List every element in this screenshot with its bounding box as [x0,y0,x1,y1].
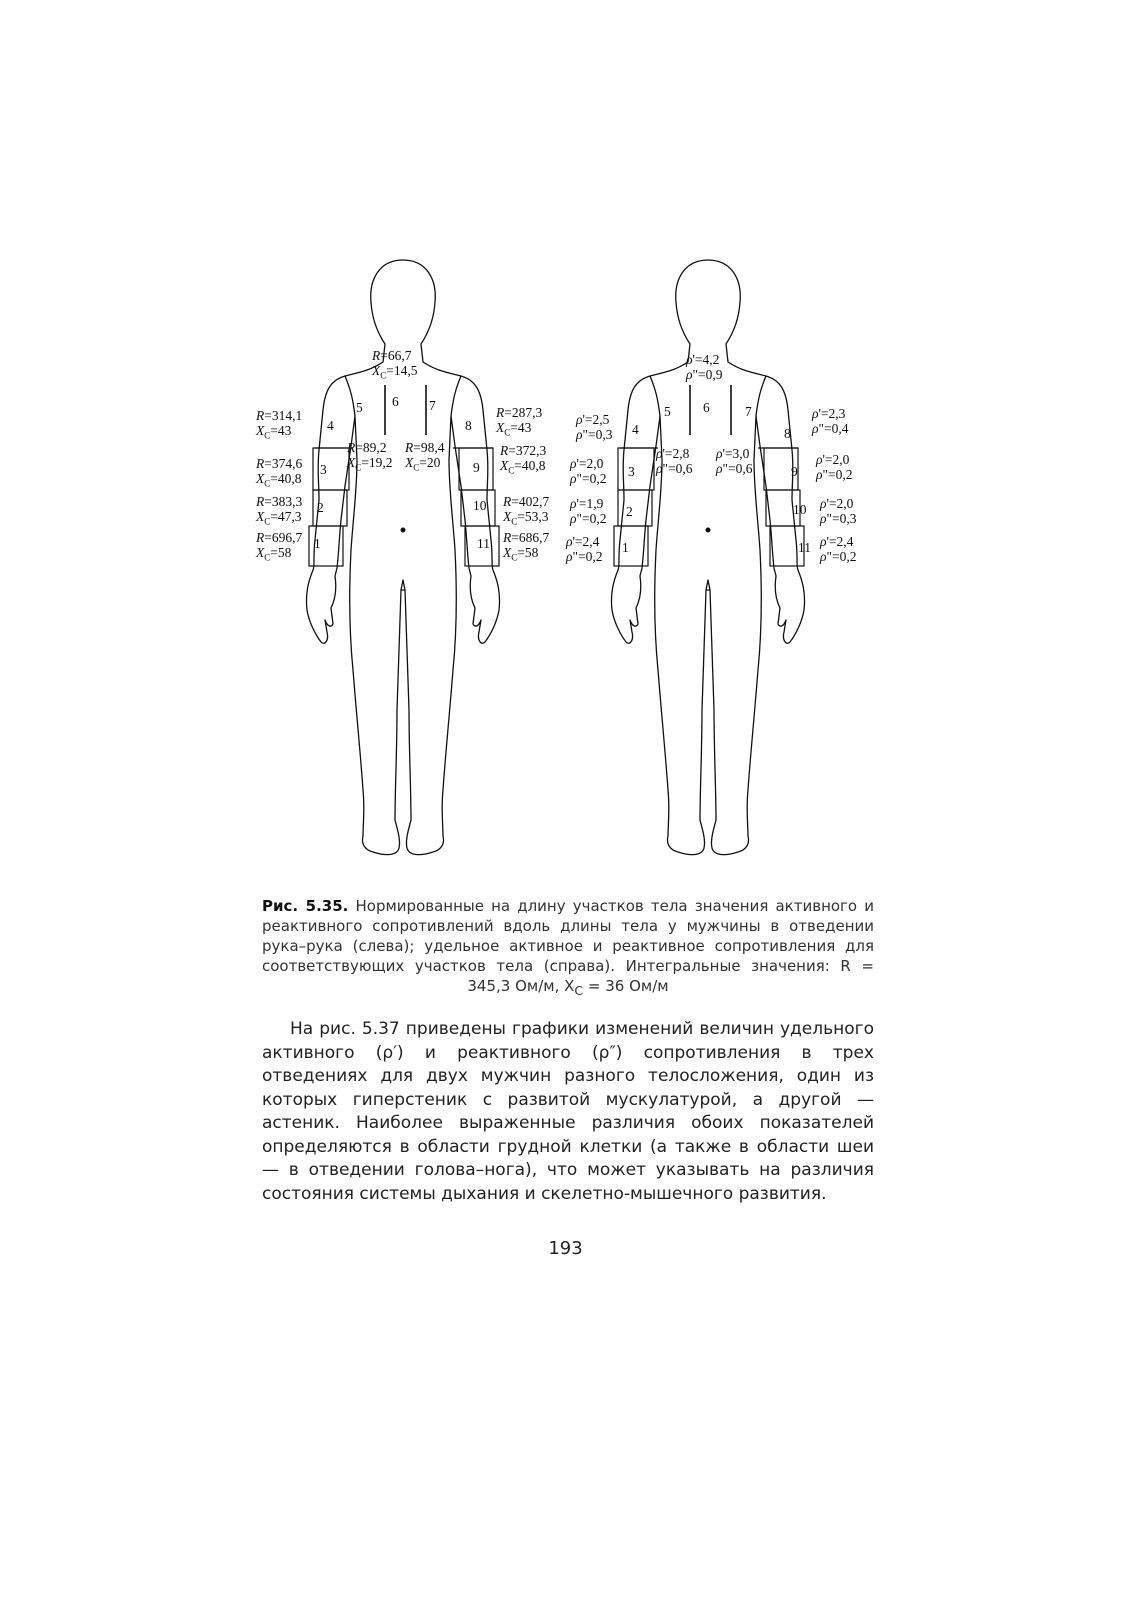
label-line: ρ'=2,0 [816,452,850,467]
caption-label: Рис. 5.35. [262,897,349,915]
seg-number-9: 9 [791,464,798,479]
seg-number-10: 10 [793,502,807,517]
body-paragraph: На рис. 5.37 приведены графики изменений величин удельного активного (ρ′) и реактивного (ρ″) сопротивления в трех отведениях для двух мужчин разного телосложения, один из которых гиперстеник с развитой мускулатурой, а другой — астеник. Наиболее выраженные различия обоих показателей определяются в области грудной клетки (а также в области шеи — в отведении голова–нога), что может указывать на различия состояния системы дыхания и скелетно-мышечного развития. [262,1019,874,1204]
label-line: ρ"=0,9 [686,367,723,382]
label-line: $X_C=40,8$ [500,458,546,476]
seg-number-6: 6 [392,394,399,409]
seg-number-10: 10 [473,498,487,513]
label-line: ρ"=0,2 [570,511,607,526]
seg-number-8: 8 [465,418,472,433]
seg-number-11: 11 [798,540,811,555]
label-line: R=402,7 [503,494,550,509]
label-seg9-left [500,443,546,479]
seg-number-3: 3 [628,464,635,479]
label-chest-right-right [716,446,752,476]
label-line: $X_C=58$ [503,545,539,563]
label-seg4-left [256,408,302,444]
caption-text: Нормированные на длину участков тела значения активного и реактивного сопротивлений вдоль длины тела у мужчины в отведении рука–рука (слева); удельное активное и реактивное сопротивления для соответствующих участков тела (справа). Интегральные значения: R = 345,3 Ом/м, X [262,897,874,995]
label-line: ρ'=2,5 [576,412,610,427]
label-seg8-right [812,406,848,436]
seg-number-4: 4 [327,418,334,433]
label-line: ρ"=0,2 [570,471,607,486]
label-line: ρ'=2,4 [566,534,600,549]
label-chest-left-left [347,440,393,476]
label-line: $X_C=43$ [496,420,532,438]
label-seg1-right [566,534,602,564]
label-line: ρ"=0,6 [656,461,693,476]
label-chest-right-left [405,440,445,476]
seg-number-6: 6 [703,400,710,415]
label-seg9-right [816,452,852,482]
caption-sub: C [574,983,584,998]
seg-number-5: 5 [664,404,671,419]
seg-number-1: 1 [314,536,321,551]
label-line: $X_C=58$ [256,545,292,563]
label-seg4-right [576,412,612,442]
label-line: ρ'=4,2 [686,352,720,367]
seg-number-5: 5 [356,400,363,415]
label-line: ρ"=0,3 [576,427,613,442]
label-line: R=372,3 [500,443,547,458]
label-line: $X_C=47,3$ [256,509,302,527]
label-line: ρ'=3,0 [716,446,750,461]
label-line: R=696,7 [256,530,303,545]
label-seg11-right [820,534,856,564]
figure [240,250,900,890]
label-line: ρ"=0,4 [812,421,849,436]
label-line: R=314,1 [256,408,303,423]
label-line: $X_C=53,3$ [503,509,549,527]
seg-number-1: 1 [622,540,629,555]
label-line: R=89,2 [347,440,387,455]
label-seg3-left [256,456,302,492]
label-seg10-left [503,494,549,530]
label-seg11-left [503,530,549,566]
label-seg10-right [820,496,856,526]
label-line: ρ'=1,9 [570,496,604,511]
label-line: ρ"=0,2 [820,549,857,564]
caption-tail: = 36 Ом/м [583,977,669,995]
label-line: R=383,3 [256,494,303,509]
seg-number-2: 2 [317,500,324,515]
label-seg8-left [496,405,542,441]
body-diagrams [240,250,900,890]
seg-number-4: 4 [632,422,639,437]
label-line: ρ"=0,2 [816,467,853,482]
label-line: $X_C=19,2$ [347,455,393,473]
label-seg2-left [256,494,302,530]
label-line: R=374,6 [256,456,303,471]
label-neck-right [686,352,722,382]
label-seg3-right [570,456,606,486]
label-seg2-right [570,496,606,526]
seg-number-3: 3 [320,462,327,477]
figure-caption [262,896,874,1001]
seg-number-9: 9 [473,460,480,475]
label-seg1-left [256,530,302,566]
seg-number-7: 7 [745,404,752,419]
label-line: $X_C=14,5$ [372,363,418,381]
label-line: ρ"=0,2 [566,549,603,564]
label-line: ρ'=2,0 [570,456,604,471]
label-line: ρ"=0,6 [716,461,753,476]
label-line: ρ'=2,3 [812,406,846,421]
label-line: R=686,7 [503,530,550,545]
label-line: ρ'=2,4 [820,534,854,549]
label-neck-left [372,348,418,384]
label-line: ρ"=0,3 [820,511,857,526]
label-line: ρ'=2,8 [656,446,690,461]
seg-number-7: 7 [429,398,436,413]
label-line: $X_C=40,8$ [256,471,302,489]
label-line: R=66,7 [372,348,412,363]
label-line: R=287,3 [496,405,543,420]
label-line: $X_C=20$ [405,455,441,473]
label-line: R=98,4 [405,440,445,455]
right-body [611,260,804,855]
seg-number-2: 2 [626,504,633,519]
label-line: ρ'=2,0 [820,496,854,511]
seg-number-11: 11 [477,536,490,551]
label-line: $X_C=43$ [256,423,292,441]
page-number: 193 [548,1238,583,1259]
label-chest-left-right [656,446,692,476]
seg-number-8: 8 [784,426,791,441]
